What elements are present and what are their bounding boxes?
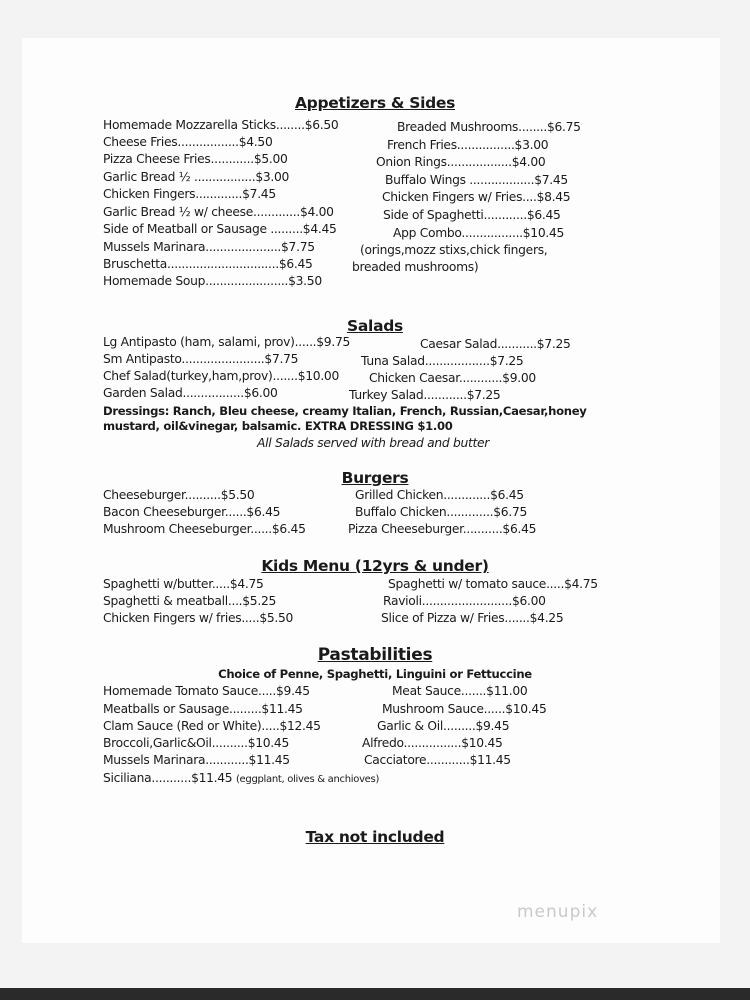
menu-item-text: Siciliana...........$11.45 xyxy=(103,771,233,785)
pastabilities-title: Pastabilities xyxy=(317,645,433,665)
menu-item-note: (orings,mozz stixs,chick fingers, xyxy=(360,243,548,257)
menu-item: Grilled Chicken.............$6.45 xyxy=(355,488,524,502)
menu-item: Breaded Mushrooms........$6.75 xyxy=(397,120,581,134)
menu-item: Chicken Caesar............$9.00 xyxy=(369,371,536,385)
menu-item: Mussels Marinara.....................$7.75 xyxy=(103,240,315,254)
menu-item: Pizza Cheese Fries............$5.00 xyxy=(103,152,288,166)
menu-item-note: (eggplant, olives & anchioves) xyxy=(235,774,380,785)
menu-item: Bruschetta...............................$6.45 xyxy=(103,257,313,271)
menu-item: App Combo.................$10.45 xyxy=(393,226,565,240)
menu-item: Cacciatore............$11.45 xyxy=(364,753,511,767)
menu-item: Garlic Bread ½ .................$3.00 xyxy=(103,170,290,184)
menu-item: Pizza Cheeseburger...........$6.45 xyxy=(348,522,537,536)
bottom-bar xyxy=(0,988,750,1000)
menu-item: Homemade Soup.......................$3.50 xyxy=(103,274,322,288)
menu-item: Garlic & Oil.........$9.45 xyxy=(377,719,510,733)
menu-item: Mushroom Cheeseburger......$6.45 xyxy=(103,522,306,536)
menu-item: Onion Rings..................$4.00 xyxy=(376,155,546,169)
burgers-title: Burgers xyxy=(341,469,409,487)
menu-item: Chicken Fingers w/ Fries....$8.45 xyxy=(382,190,571,204)
menu-item: Ravioli.........................$6.00 xyxy=(383,594,546,608)
menu-item: Garden Salad.................$6.00 xyxy=(103,386,278,400)
menu-item: Mussels Marinara............$11.45 xyxy=(103,753,290,767)
menu-item: Homemade Tomato Sauce.....$9.45 xyxy=(103,684,310,698)
menu-item: Bacon Cheeseburger......$6.45 xyxy=(103,505,281,519)
salads-note: All Salads served with bread and butter xyxy=(257,436,490,450)
menu-item xyxy=(103,771,379,787)
menu-item: Alfredo................$10.45 xyxy=(362,736,503,750)
menu-item: Chef Salad(turkey,ham,prov).......$10.00 xyxy=(103,369,339,383)
dressings-text: mustard, oil&vinegar, balsamic. EXTRA DRESSING $1.00 xyxy=(103,419,453,433)
menu-item: Tuna Salad..................$7.25 xyxy=(361,354,524,368)
tax-note: Tax not included xyxy=(305,828,445,846)
salads-title: Salads xyxy=(347,317,403,335)
menu-item: Spaghetti w/butter.....$4.75 xyxy=(103,577,264,591)
menu-item: Turkey Salad............$7.25 xyxy=(349,388,501,402)
menu-item: Spaghetti & meatball....$5.25 xyxy=(103,594,276,608)
menu-item: Meat Sauce.......$11.00 xyxy=(392,684,528,698)
kids-menu-title: Kids Menu (12yrs & under) xyxy=(261,557,489,575)
menu-item: Side of Meatball or Sausage .........$4.45 xyxy=(103,222,337,236)
appetizers-title: Appetizers & Sides xyxy=(294,94,456,112)
menu-item: Chicken Fingers w/ fries.....$5.50 xyxy=(103,611,294,625)
menu-item: Spaghetti w/ tomato sauce.....$4.75 xyxy=(388,577,598,591)
menu-item: Cheese Fries.................$4.50 xyxy=(103,135,273,149)
menu-item: Clam Sauce (Red or White).....$12.45 xyxy=(103,719,321,733)
menu-item: Cheeseburger..........$5.50 xyxy=(103,488,255,502)
watermark-logo: menupix xyxy=(517,902,599,922)
menu-item: French Fries................$3.00 xyxy=(387,138,549,152)
menu-item: Slice of Pizza w/ Fries.......$4.25 xyxy=(381,611,564,625)
menu-item: Lg Antipasto (ham, salami, prov)......$9.75 xyxy=(103,335,350,349)
dressings-text: Dressings: Ranch, Bleu cheese, creamy Italian, French, Russian,Caesar,honey xyxy=(103,404,587,418)
menu-item: Garlic Bread ½ w/ cheese.............$4.00 xyxy=(103,205,334,219)
pasta-choice: Choice of Penne, Spaghetti, Linguini or Fettuccine xyxy=(218,667,532,681)
menu-item: Meatballs or Sausage.........$11.45 xyxy=(103,702,303,716)
menu-item: Side of Spaghetti............$6.45 xyxy=(383,208,561,222)
menu-item: Chicken Fingers.............$7.45 xyxy=(103,187,276,201)
menu-item: Buffalo Chicken.............$6.75 xyxy=(355,505,527,519)
menu-item: Homemade Mozzarella Sticks........$6.50 xyxy=(103,118,339,132)
menu-item: Mushroom Sauce......$10.45 xyxy=(382,702,547,716)
menu-item: Buffalo Wings ..................$7.45 xyxy=(385,173,568,187)
menu-item: Caesar Salad...........$7.25 xyxy=(420,337,571,351)
menu-item: Broccoli,Garlic&Oil..........$10.45 xyxy=(103,736,289,750)
menu-item: Sm Antipasto.......................$7.75 xyxy=(103,352,299,366)
menu-item-note: breaded mushrooms) xyxy=(352,260,479,274)
